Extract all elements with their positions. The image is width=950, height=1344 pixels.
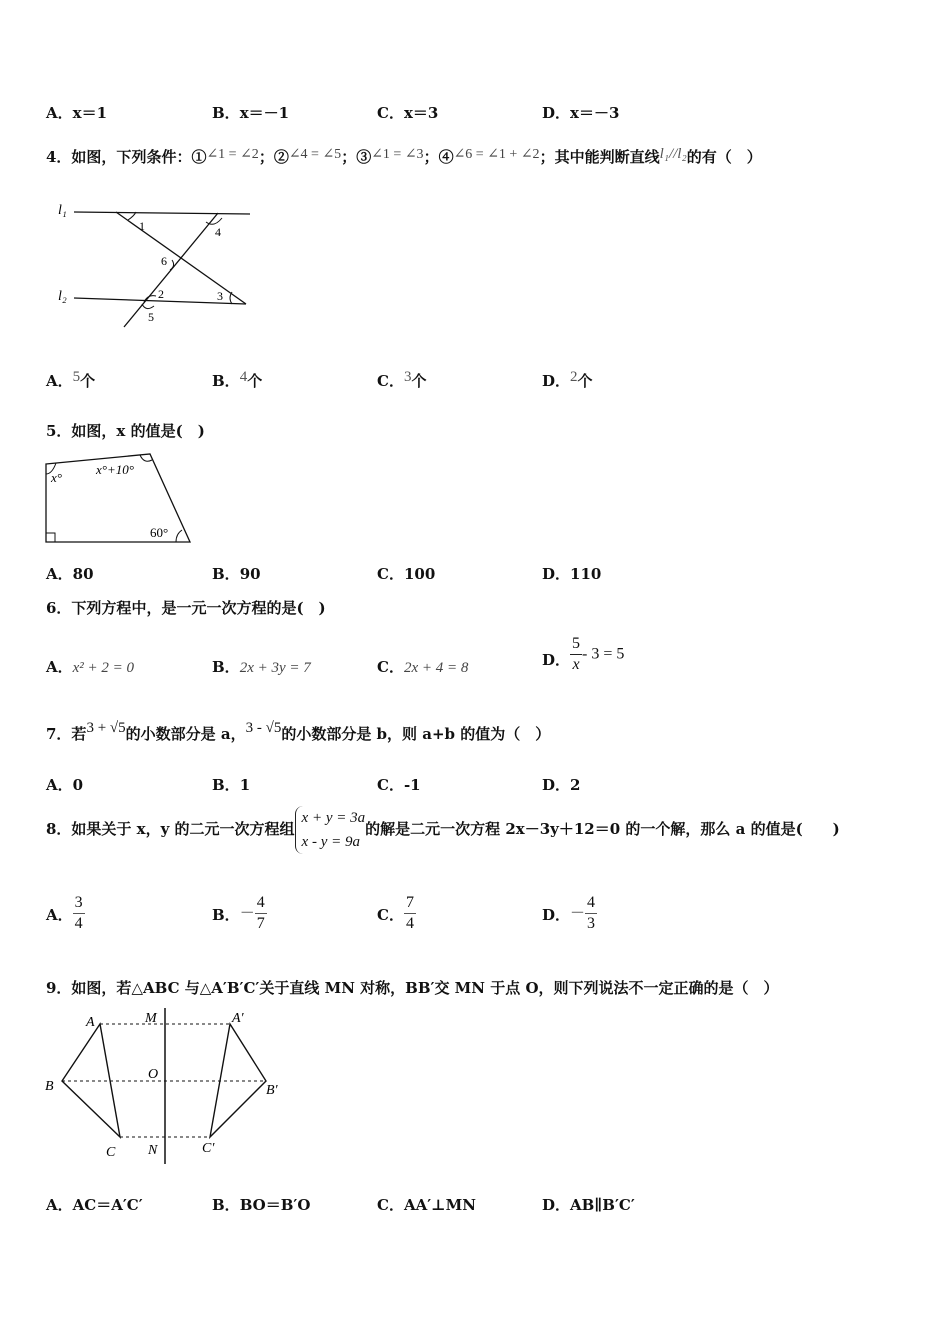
label-n: N	[148, 1143, 158, 1158]
label-x10: x°+10°	[96, 462, 134, 477]
q4-option-c: C．3个	[377, 369, 427, 390]
angle-5-label: 5	[148, 310, 154, 324]
q5-figure	[40, 448, 200, 548]
q5-option-b: B．90	[212, 565, 261, 583]
q9-option-c: C．AA′⊥MN	[377, 1196, 476, 1214]
q6-option-d: D． $\frac{5}{x}$ - 3 = 5	[542, 635, 625, 673]
q9-figure	[40, 1004, 300, 1174]
label-b2: B′	[266, 1083, 278, 1098]
arc-5	[142, 304, 154, 309]
label-a2: A′	[232, 1011, 244, 1026]
arc-4	[206, 218, 222, 224]
angle-3-label: 3	[217, 289, 223, 303]
q4-option-b: B．4个	[212, 369, 263, 390]
q9-stem: 9．如图，若△ABC 与△A′B′C′关于直线 MN 对称，BB′交 MN 于点 O，则下列说法不一定正确的是（ ）	[46, 979, 779, 997]
label-a: A	[86, 1015, 95, 1030]
arc-60	[176, 530, 182, 542]
label-c2: C′	[202, 1141, 215, 1156]
line-l1	[74, 212, 250, 214]
label-m: M	[145, 1011, 157, 1026]
label-l2: l₂	[58, 289, 67, 304]
q6-option-c: C．2x + 4 = 8	[377, 658, 469, 676]
q4-stem: 4．如图，下列条件：①∠1 = ∠2；②∠4 = ∠5；③∠1 = ∠3；④∠6 = ∠1 + ∠2；其中能判断直线l₁//l₂的有（ ）	[46, 146, 762, 166]
q8-option-c: C． $\frac{7}{4}$	[377, 894, 414, 932]
fraction: $\frac{5}{x}$	[572, 635, 581, 673]
label-c: C	[106, 1145, 116, 1160]
label-o: O	[148, 1067, 159, 1082]
q3-option-a: A．x＝1	[46, 104, 108, 122]
label-x: x°	[51, 470, 62, 485]
q5-option-a: A．80	[46, 565, 94, 583]
q9-option-b: B．BO＝B′O	[212, 1196, 311, 1214]
angle-1-label: 1	[139, 219, 145, 233]
q5-stem: 5．如图，x 的值是( )	[46, 422, 205, 440]
q4-option-d: D．2个	[542, 369, 593, 390]
q6-option-a: A．x² + 2 = 0	[46, 658, 135, 676]
q3-option-c: C．x＝3	[377, 104, 439, 122]
label-l1: l₁	[58, 203, 67, 218]
q6-option-b: B．2x + 3y = 7	[212, 658, 311, 676]
angle-4-label: 4	[215, 225, 221, 239]
q9-option-a: A．AC＝A′C′	[46, 1196, 143, 1214]
q5-option-c: C．100	[377, 565, 436, 583]
q9-option-d: D．AB∥B′C′	[542, 1196, 635, 1214]
q7-option-a: A．0	[46, 776, 84, 794]
q8-option-a: A． $\frac{3}{4}$	[46, 894, 83, 932]
q7-stem: 7．若3 + √5的小数部分是 a，3 - √5的小数部分是 b，则 a+b 的值为（ ）	[46, 720, 551, 743]
q7-option-b: B．1	[212, 776, 251, 794]
q8-option-b: B．－ $\frac{4}{7}$	[212, 894, 265, 932]
q6-stem: 6．下列方程中，是一元一次方程的是( )	[46, 599, 326, 617]
q8-stem: 8．如果关于 x，y 的二元一次方程组 x + y = 3a x - y = 9a 的解是二元一次方程 2x－3y＋12＝0 的一个解，那么 a 的值是( )	[46, 806, 840, 854]
q4-option-a: A．5个	[46, 369, 96, 390]
q3-option-b: B．x＝－1	[212, 104, 290, 122]
q7-option-c: C．-1	[377, 776, 421, 794]
right-angle-mark	[46, 533, 55, 542]
q7-option-d: D．2	[542, 776, 581, 794]
q5-option-d: D．110	[542, 565, 602, 583]
equation-system: x + y = 3a x - y = 9a	[295, 806, 366, 854]
q3-option-d: D．x＝－3	[542, 104, 620, 122]
angle-6-label: 6	[161, 254, 167, 268]
angle-2-label: 2	[158, 287, 164, 301]
q4-figure	[50, 192, 260, 332]
label-60: 60°	[150, 525, 169, 540]
label-b: B	[45, 1079, 54, 1094]
q8-option-d: D．－ $\frac{4}{3}$	[542, 894, 596, 932]
